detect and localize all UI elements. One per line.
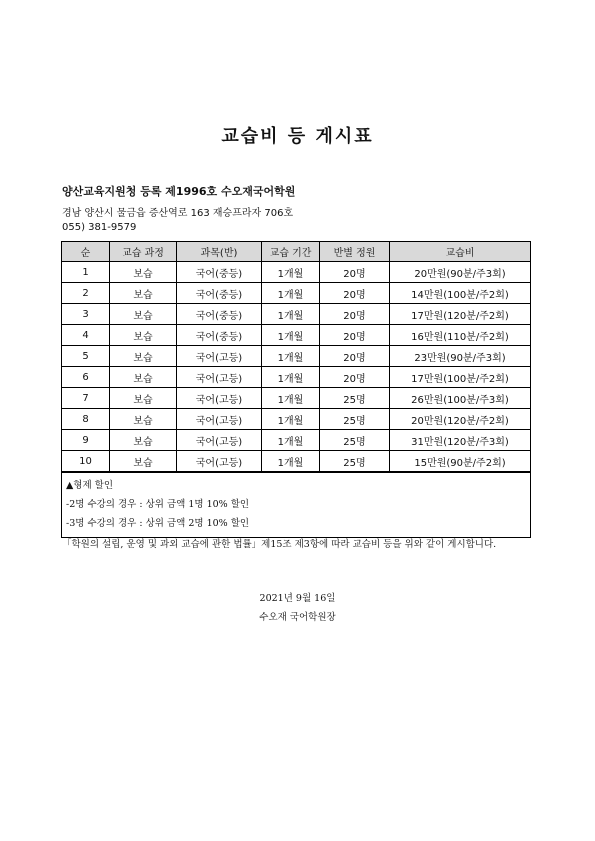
cell-subject: 국어(고등) xyxy=(177,367,262,388)
legal-notice: 「학원의 설립, 운영 및 과외 교습에 관한 법률」제15조 제3항에 따라 교습비 등을 위와 같이 게시합니다. xyxy=(62,539,497,550)
discount-note xyxy=(62,472,531,538)
cell-fee: 17만원(100분/주2회) xyxy=(390,367,531,388)
table-row xyxy=(62,262,531,283)
cell-subject: 국어(중등) xyxy=(177,262,262,283)
cell-course: 보습 xyxy=(110,346,177,367)
cell-subject: 국어(고등) xyxy=(177,346,262,367)
table-row xyxy=(62,430,531,451)
cell-capacity: 25명 xyxy=(320,430,390,451)
cell-fee: 31만원(120분/주3회) xyxy=(390,430,531,451)
discount-note-row xyxy=(62,472,531,538)
cell-fee: 17만원(120분/주2회) xyxy=(390,304,531,325)
cell-fee: 23만원(90분/주3회) xyxy=(390,346,531,367)
cell-period: 1개월 xyxy=(262,283,320,304)
cell-no: 2 xyxy=(62,283,110,304)
header-no: 순 xyxy=(62,242,110,262)
table-row xyxy=(62,325,531,346)
cell-no: 6 xyxy=(62,367,110,388)
cell-no: 4 xyxy=(62,325,110,346)
cell-capacity: 20명 xyxy=(320,262,390,283)
cell-fee: 15만원(90분/주2회) xyxy=(390,451,531,473)
cell-subject: 국어(고등) xyxy=(177,409,262,430)
cell-fee: 16만원(110분/주2회) xyxy=(390,325,531,346)
cell-period: 1개월 xyxy=(262,388,320,409)
cell-period: 1개월 xyxy=(262,304,320,325)
table-row xyxy=(62,409,531,430)
cell-course: 보습 xyxy=(110,325,177,346)
cell-capacity: 20명 xyxy=(320,283,390,304)
table-row xyxy=(62,388,531,409)
cell-period: 1개월 xyxy=(262,346,320,367)
cell-no: 10 xyxy=(62,451,110,473)
cell-no: 7 xyxy=(62,388,110,409)
cell-fee: 20만원(120분/주2회) xyxy=(390,409,531,430)
header-capacity: 반별 정원 xyxy=(320,242,390,262)
cell-subject: 국어(고등) xyxy=(177,430,262,451)
cell-course: 보습 xyxy=(110,367,177,388)
cell-subject: 국어(고등) xyxy=(177,388,262,409)
cell-course: 보습 xyxy=(110,262,177,283)
cell-no: 5 xyxy=(62,346,110,367)
cell-no: 8 xyxy=(62,409,110,430)
cell-period: 1개월 xyxy=(262,409,320,430)
cell-capacity: 25명 xyxy=(320,388,390,409)
discount-note-title: ▲형제 할인 xyxy=(66,480,114,491)
cell-course: 보습 xyxy=(110,388,177,409)
cell-capacity: 25명 xyxy=(320,451,390,473)
header-subject: 과목(반) xyxy=(177,242,262,262)
cell-period: 1개월 xyxy=(262,367,320,388)
tuition-table xyxy=(61,241,531,538)
cell-capacity: 20명 xyxy=(320,325,390,346)
document-title: 교습비 등 게시표 xyxy=(221,126,374,147)
cell-capacity: 20명 xyxy=(320,367,390,388)
cell-subject: 국어(중등) xyxy=(177,325,262,346)
academy-phone: 055) 381-9579 xyxy=(62,222,137,233)
table-row xyxy=(62,283,531,304)
cell-course: 보습 xyxy=(110,451,177,473)
cell-fee: 26만원(100분/주3회) xyxy=(390,388,531,409)
cell-period: 1개월 xyxy=(262,325,320,346)
cell-subject: 국어(고등) xyxy=(177,451,262,473)
cell-course: 보습 xyxy=(110,430,177,451)
cell-capacity: 20명 xyxy=(320,346,390,367)
cell-no: 9 xyxy=(62,430,110,451)
table-row xyxy=(62,304,531,325)
academy-registration: 양산교육지원청 등록 제1996호 수오재국어학원 xyxy=(62,185,296,198)
cell-no: 1 xyxy=(62,262,110,283)
cell-course: 보습 xyxy=(110,304,177,325)
header-fee: 교습비 xyxy=(390,242,531,262)
cell-subject: 국어(중등) xyxy=(177,304,262,325)
cell-no: 3 xyxy=(62,304,110,325)
discount-note-line: -2명 수강의 경우 : 상위 금액 1명 10% 할인 xyxy=(66,499,250,510)
cell-capacity: 25명 xyxy=(320,409,390,430)
discount-note-line: -3명 수강의 경우 : 상위 금액 2명 10% 할인 xyxy=(66,518,250,529)
header-course: 교습 과정 xyxy=(110,242,177,262)
table-row xyxy=(62,451,531,473)
cell-capacity: 20명 xyxy=(320,304,390,325)
header-period: 교습 기간 xyxy=(262,242,320,262)
posting-date: 2021년 9월 16일 xyxy=(259,593,336,604)
cell-period: 1개월 xyxy=(262,451,320,473)
cell-course: 보습 xyxy=(110,283,177,304)
cell-fee: 14만원(100분/주2회) xyxy=(390,283,531,304)
table-header-row xyxy=(62,242,531,262)
cell-course: 보습 xyxy=(110,409,177,430)
table-row xyxy=(62,346,531,367)
cell-period: 1개월 xyxy=(262,430,320,451)
cell-period: 1개월 xyxy=(262,262,320,283)
academy-address: 경남 양산시 물금읍 증산역로 163 재승프라자 706호 xyxy=(62,208,294,219)
cell-fee: 20만원(90분/주3회) xyxy=(390,262,531,283)
signer-name: 수오재 국어학원장 xyxy=(259,612,336,623)
table-row xyxy=(62,367,531,388)
cell-subject: 국어(중등) xyxy=(177,283,262,304)
